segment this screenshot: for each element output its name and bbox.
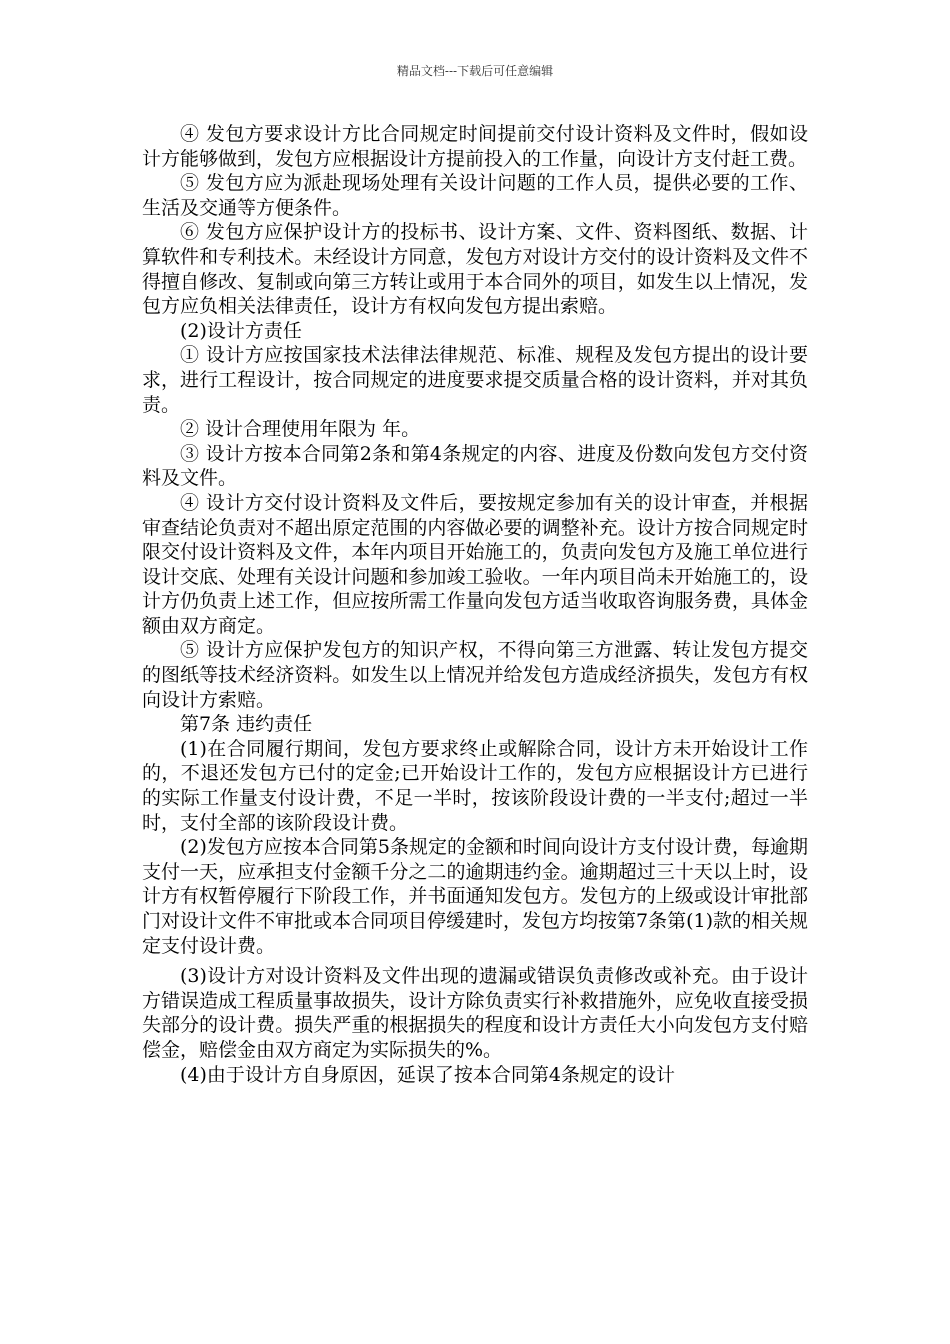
paragraph-9: ⑤ 设计方应保护发包方的知识产权，不得向第三方泄露、转让发包方提交的图纸等技术经济资料。如发生以上情况并给发包方造成经济损失，发包方有权向设计方索赔。 [142,639,808,711]
paragraph-7: ③ 设计方按本合同第2条和第4条规定的内容、进度及份数向发包方交付资料及文件。 [142,442,808,490]
paragraph-8: ④ 设计方交付设计资料及文件后，要按规定参加有关的设计审查，并根据审查结论负责对不超出原定范围的内容做必要的调整补充。设计方按合同规定时限交付设计资料及文件，本年内项目开始施工的，负责向发包方及施工单位进行设计交底、处理有关设计问题和参加竣工验收。一年内项目尚未开始施工的，设计方仍负责上述工作，但应按所需工作量向发包方适当收取咨询服务费，具体金额由双方商定。 [142,491,808,637]
article-heading-breach-liability: 第7条 违约责任 [180,713,313,736]
paragraph-6: ② 设计合理使用年限为 年。 [180,418,421,441]
paragraph-1: ④ 发包方要求设计方比合同规定时间提前交付设计资料及文件时，假如设计方能够做到，发包方应根据设计方提前投入的工作量，向设计方支付赶工费。 [142,123,808,170]
paragraph-11: (1)在合同履行期间，发包方要求终止或解除合同，设计方未开始设计工作的，不退还发包方已付的定金;已开始设计工作的，发包方应根据设计方已进行的实际工作量支付设计费，不足一半时，按该阶段设计费的一半支付;超过一半时，支付全部的该阶段设计费。 [142,737,808,834]
section-heading-designer-duties: (2)设计方责任 [180,319,302,342]
paragraph-13: (3)设计方对设计资料及文件出现的遗漏或错误负责修改或补充。由于设计方错误造成工程质量事故损失，设计方除负责实行补救措施外，应免收直接受损失部分的设计费。损失严重的根据损失的程度和设计方责任大小向发包方支付赔偿金，赔偿金由双方商定为实际损失的%。 [142,965,808,1061]
paragraph-3: ⑥ 发包方应保护设计方的投标书、设计方案、文件、资料图纸、数据、计算软件和专利技术。未经设计方同意，发包方对设计方交付的设计资料及文件不得擅自修改、复制或向第三方转让或用于本合同外的项目，如发生以上情况，发包方应负相关法律责任，设计方有权向发包方提出索赔。 [142,221,808,318]
paragraph-14: (4)由于设计方自身原因，延误了按本合同第4条规定的设计 [180,1063,676,1086]
paragraph-2: ⑤ 发包方应为派赴现场处理有关设计问题的工作人员，提供必要的工作、生活及交通等方便条件。 [142,172,808,219]
paragraph-5: ① 设计方应按国家技术法律法律规范、标准、规程及发包方提出的设计要求，进行工程设计，按合同规定的进度要求提交质量合格的设计资料，并对其负责。 [142,344,808,416]
document-body [142,122,808,1087]
page-header: 精品文档---下载后可任意编辑 [396,64,554,78]
paragraph-12: (2)发包方应按本合同第5条规定的金额和时间向设计方支付设计费，每逾期支付一天，应承担支付金额千分之二的逾期违约金。逾期超过三十天以上时，设计方有权暂停履行下阶段工作，并书面通知发包方。发包方的上级或设计审批部门对设计文件不审批或本合同项目停缓建时，发包方均按第7条第(1)款的相关规定支付设计费。 [142,836,809,957]
